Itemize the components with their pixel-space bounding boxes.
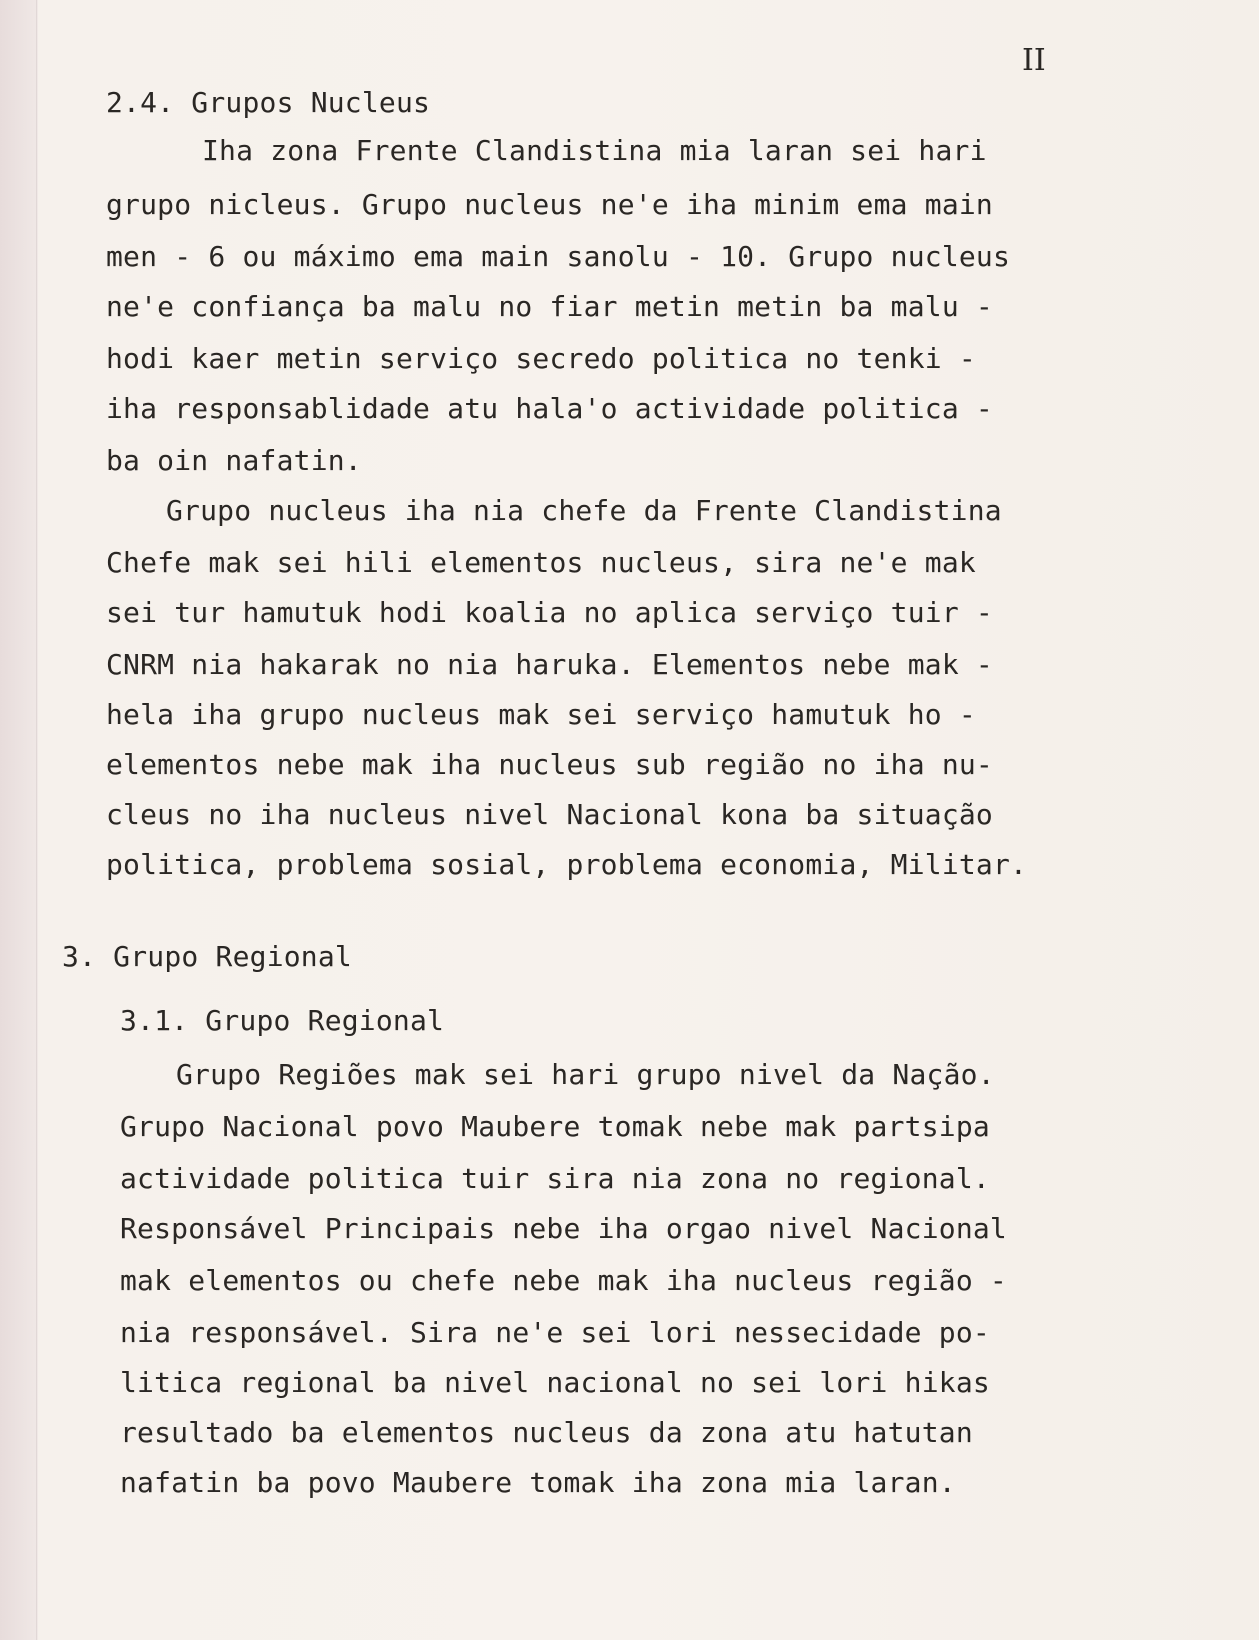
paragraph-line: nafatin ba povo Maubere tomak iha zona mia laran. — [120, 1466, 956, 1499]
paragraph-line: Iha zona Frente Clandistina mia laran sei hari — [202, 134, 987, 167]
section-heading-3-1: 3.1. Grupo Regional — [120, 1004, 445, 1037]
page-number: II — [1022, 43, 1046, 78]
paragraph-line: actividade politica tuir sira nia zona no regional. — [120, 1162, 990, 1195]
paragraph-line: ba oin nafatin. — [106, 444, 362, 477]
paragraph-line: Grupo Regiões mak sei hari grupo nivel da Nação. — [176, 1058, 995, 1091]
paragraph-line: iha responsablidade atu hala'o actividade politica - — [106, 392, 993, 425]
paragraph-line: Responsável Principais nebe iha orgao nivel Nacional — [120, 1212, 1007, 1245]
paragraph-line: hodi kaer metin serviço secredo politica no tenki - — [106, 342, 976, 375]
section-heading-2-4: 2.4. Grupos Nucleus — [106, 86, 431, 119]
paragraph-line: Grupo Nacional povo Maubere tomak nebe mak partsipa — [120, 1110, 990, 1143]
paragraph-line: ne'e confiança ba malu no fiar metin metin ba malu - — [106, 290, 993, 323]
section-heading-3: 3. Grupo Regional — [62, 940, 352, 973]
paragraph-line: resultado ba elementos nucleus da zona atu hatutan — [120, 1416, 973, 1449]
paragraph-line: mak elementos ou chefe nebe mak iha nucleus região - — [120, 1264, 1007, 1297]
paragraph-line: cleus no iha nucleus nivel Nacional kona ba situação — [106, 798, 993, 831]
paragraph-line: politica, problema sosial, problema economia, Militar. — [106, 848, 1028, 881]
paragraph-line: litica regional ba nivel nacional no sei lori hikas — [120, 1366, 990, 1399]
paragraph-line: hela iha grupo nucleus mak sei serviço hamutuk ho - — [106, 698, 976, 731]
paragraph-line: nia responsável. Sira ne'e sei lori nessecidade po- — [120, 1316, 990, 1349]
paragraph-line: Chefe mak sei hili elementos nucleus, sira ne'e mak — [106, 546, 976, 579]
paragraph-line: grupo nicleus. Grupo nucleus ne'e iha minim ema main — [106, 188, 993, 221]
paragraph-line: CNRM nia hakarak no nia haruka. Elementos nebe mak - — [106, 648, 993, 681]
paragraph-line: sei tur hamutuk hodi koalia no aplica serviço tuir - — [106, 596, 993, 629]
paragraph-line: men - 6 ou máximo ema main sanolu - 10. Grupo nucleus — [106, 240, 1011, 273]
paragraph-line: Grupo nucleus iha nia chefe da Frente Clandistina — [166, 494, 1002, 527]
paragraph-line: elementos nebe mak iha nucleus sub região no iha nu- — [106, 748, 993, 781]
